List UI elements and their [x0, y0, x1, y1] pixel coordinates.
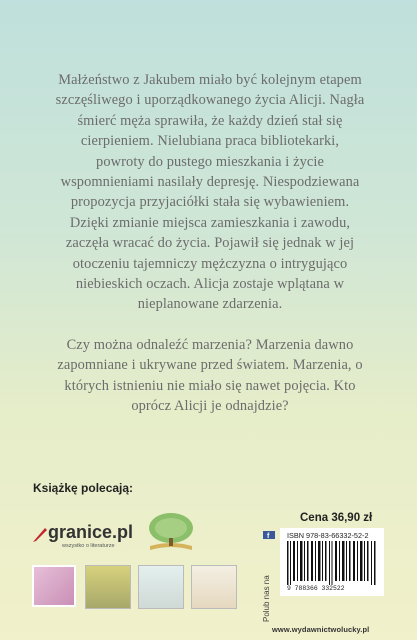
svg-text:f: f [267, 533, 270, 539]
recommend-label: Książkę polecają: [33, 481, 134, 495]
publisher-website: www.wydawnictwolucky.pl [272, 625, 370, 634]
social-follow-text: Polub nas na [262, 575, 271, 622]
granice-logo-subtitle: wszystko o literaturze [62, 543, 115, 549]
granice-logo-word: granice.pl [48, 522, 134, 542]
quill-icon [31, 526, 49, 544]
partner-logo-3 [138, 565, 184, 609]
blurb-paragraph-1: Małżeństwo z Jakubem miało być kolejnym etapem szczęśliwego i uporządkowanego życia Alicji. Nagła śmierć męża sprawiła, że każdy dzień stał się cierpieniem. Nielubiana praca bibliotekarki, powroty do pustego mieszkania i życie wspomnieniami nasilały depresję. Niespodziewana propozycja przyjaciółki stała się wybawieniem. Dzięki zmianie miejsca zamieszkania i zawodu, zaczęła wracać do życia. Pojawił się jednak w jej otoczeniu tajemniczy mężczyzna o intrygująco niebieskich oczach. Alicja zostaje wplątana w nieplanowane zdarzenia. [55, 72, 365, 313]
partner-logo-1 [32, 565, 76, 607]
book-club-logo [140, 510, 202, 558]
blurb-text [55, 70, 365, 437]
facebook-icon [263, 531, 275, 539]
partner-logo-4 [191, 565, 237, 609]
granice-logo [31, 522, 134, 553]
isbn-text: ISBN 978-83-66332-52-2 [287, 531, 369, 540]
blurb-paragraph-2: Czy można odnaleźć marzenia? Marzenia dawno zapomniane i ukrywane przed światem. Marzenia, o których istnieniu nie miało się nawet pojęcia. Kto oprócz Alicji je odnajdzie? [57, 336, 363, 415]
barcode-icon [287, 541, 377, 585]
partner-logo-2 [85, 565, 131, 609]
price-label: Cena 36,90 zł [300, 512, 373, 524]
barcode-number: 9 788366 332522 [287, 585, 345, 592]
